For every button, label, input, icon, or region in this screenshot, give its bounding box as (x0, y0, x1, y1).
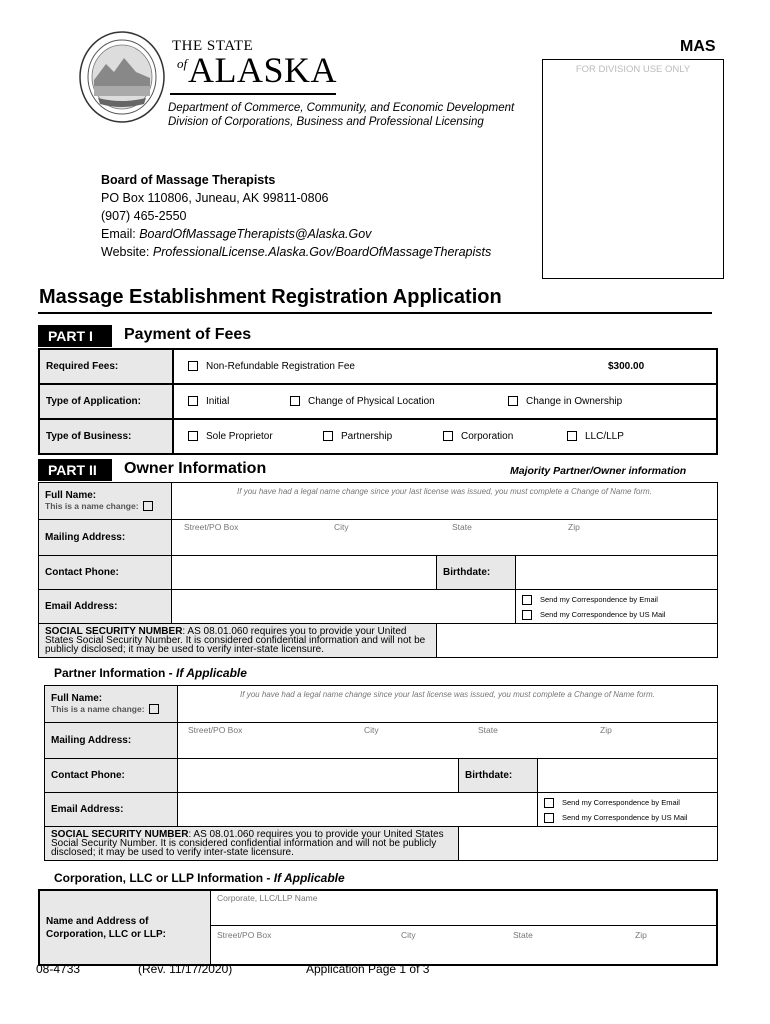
required-fees-row (173, 349, 717, 384)
app-initial-label: Initial (206, 396, 230, 407)
owner-corr-mail-checkbox[interactable] (522, 610, 532, 620)
partner-correspondence (538, 793, 718, 827)
title-rule (38, 312, 712, 314)
app-location-checkbox[interactable] (290, 396, 300, 406)
owner-phone-input[interactable] (172, 556, 437, 590)
partner-corr-email-checkbox[interactable] (544, 798, 554, 808)
biz-partnership-label: Partnership (341, 431, 393, 442)
owner-ssn-bold: SOCIAL SECURITY NUMBER (45, 626, 183, 637)
partner-email-label: Email Address: (45, 793, 178, 827)
corp-heading-text: Corporation, LLC or LLP Information - (54, 871, 274, 885)
required-fees-label: Required Fees: (39, 349, 173, 384)
corp-label-line-2: Corporation, LLC or LLP: (46, 928, 166, 940)
majority-owner-note: Majority Partner/Owner information (510, 465, 687, 477)
division-use-label: FOR DIVISION USE ONLY (575, 64, 691, 75)
owner-name-change-checkbox[interactable] (143, 501, 153, 511)
revision-date: (Rev. 11/17/2020) (138, 962, 233, 976)
partner-corr-email-label: Send my Correspondence by Email (562, 797, 680, 807)
fees-table (38, 348, 718, 455)
board-email-label: Email: (101, 227, 140, 241)
corp-label (39, 890, 211, 965)
board-website-link[interactable]: ProfessionalLicense.Alaska.Gov/BoardOfMassageTherapists (152, 245, 492, 259)
owner-state-label: State (452, 522, 472, 532)
owner-name-change-label: This is a name change: (45, 501, 139, 511)
partner-table (44, 685, 718, 861)
dept-line-2: Division of Corporations, Business and Professional Licensing (168, 116, 484, 128)
form-code: MAS (680, 38, 716, 55)
corp-zip-label: Zip (635, 930, 647, 940)
owner-email-label: Email Address: (39, 590, 172, 624)
corp-street-label: Street/PO Box (217, 930, 272, 940)
owner-name-hint: If you have had a legal name change since your last license was issued, you must complete a Change of Name form. (237, 487, 652, 496)
partner-birthdate-label: Birthdate: (459, 759, 538, 793)
board-contact (101, 171, 491, 261)
corp-name-input[interactable] (211, 890, 718, 926)
owner-zip-label: Zip (568, 522, 580, 532)
partner-name-hint: If you have had a legal name change since your last license was issued, you must complete a Change of Name form. (240, 690, 655, 699)
owner-birthdate-label: Birthdate: (437, 556, 516, 590)
corp-heading-em: If Applicable (273, 871, 345, 885)
partner-phone-input[interactable] (178, 759, 459, 793)
corp-heading (54, 871, 345, 885)
owner-corr-mail-label: Send my Correspondence by US Mail (540, 609, 666, 619)
state-of: of (177, 56, 188, 71)
owner-corr-email-label: Send my Correspondence by Email (540, 594, 658, 604)
logo-rule (170, 93, 336, 95)
partner-zip-label: Zip (600, 725, 612, 735)
partner-fullname-input[interactable] (178, 686, 718, 723)
part-1-badge: PART I (38, 325, 112, 347)
app-initial-checkbox[interactable] (188, 396, 198, 406)
biz-partnership-checkbox[interactable] (323, 431, 333, 441)
part-1-title: Payment of Fees (124, 326, 252, 343)
owner-ssn-text: : AS 08.01.060 requires you to provide your United States Social Security Number. It is considered confidential information and will not be publicly disclosed; it may be used to verify inter-state licensure. (45, 626, 426, 655)
board-email-link[interactable]: BoardOfMassageTherapists@Alaska.Gov (139, 227, 372, 241)
partner-ssn-notice (45, 827, 459, 861)
page-title: Massage Establishment Registration Application (39, 286, 502, 308)
part-2-title: Owner Information (124, 460, 267, 477)
department-text (168, 101, 514, 129)
partner-corr-mail-checkbox[interactable] (544, 813, 554, 823)
fee-amount: $300.00 (608, 361, 645, 372)
owner-birthdate-input[interactable] (516, 556, 718, 590)
partner-street-label: Street/PO Box (188, 725, 243, 735)
state-seal-icon (78, 30, 166, 125)
owner-phone-label: Contact Phone: (39, 556, 172, 590)
owner-mailing-label: Mailing Address: (39, 520, 172, 556)
app-ownership-checkbox[interactable] (508, 396, 518, 406)
form-number: 08-4733 (36, 962, 81, 976)
biz-type-label: Type of Business: (39, 419, 173, 454)
owner-fullname-input[interactable] (172, 483, 718, 520)
partner-ssn-bold: SOCIAL SECURITY NUMBER (51, 829, 189, 840)
division-use-box (542, 59, 724, 279)
owner-corr-email-checkbox[interactable] (522, 595, 532, 605)
biz-corp-checkbox[interactable] (443, 431, 453, 441)
partner-mailing-label: Mailing Address: (45, 723, 178, 759)
board-website-label: Website: (101, 245, 153, 259)
app-type-row (173, 384, 717, 419)
partner-ssn-input[interactable] (459, 827, 718, 861)
owner-ssn-notice (39, 624, 437, 658)
owner-city-label: City (334, 522, 349, 532)
partner-corr-mail-label: Send my Correspondence by US Mail (562, 812, 688, 822)
board-phone: (907) 465-2550 (101, 209, 187, 223)
partner-email-input[interactable] (178, 793, 538, 827)
state-name-logo: ALASKA (188, 50, 338, 90)
biz-llc-checkbox[interactable] (567, 431, 577, 441)
state-label: THE STATE (172, 38, 254, 54)
app-ownership-label: Change in Ownership (526, 396, 623, 407)
partner-fullname-text: Full Name: (51, 693, 103, 704)
owner-street-label: Street/PO Box (184, 522, 239, 532)
dept-line-1: Department of Commerce, Community, and Economic Development (168, 102, 515, 114)
biz-corp-label: Corporation (461, 431, 514, 442)
partner-phone-label: Contact Phone: (45, 759, 178, 793)
owner-email-input[interactable] (172, 590, 516, 624)
corp-label-line-1: Name and Address of (46, 915, 149, 927)
partner-name-change-checkbox[interactable] (149, 704, 159, 714)
partner-state-label: State (478, 725, 498, 735)
corp-table (38, 889, 718, 966)
owner-ssn-input[interactable] (437, 624, 718, 658)
board-name: Board of Massage Therapists (101, 173, 276, 187)
partner-birthdate-input[interactable] (538, 759, 718, 793)
partner-mailing-input[interactable] (178, 723, 718, 759)
fee-item: Non-Refundable Registration Fee (206, 361, 355, 372)
owner-fullname-text: Full Name: (45, 490, 97, 501)
partner-city-label: City (364, 725, 379, 735)
app-type-label: Type of Application: (39, 384, 173, 419)
fee-checkbox[interactable] (188, 361, 198, 371)
corp-city-label: City (401, 930, 416, 940)
biz-type-row (173, 419, 717, 454)
part-2-badge: PART II (38, 459, 112, 481)
app-location-label: Change of Physical Location (308, 396, 435, 407)
partner-heading-text: Partner Information - (54, 666, 177, 680)
corp-name-placeholder: Corporate, LLC/LLP Name (217, 893, 318, 903)
page-number: Application Page 1 of 3 (306, 962, 430, 976)
partner-heading (54, 666, 247, 680)
owner-correspondence (516, 590, 718, 624)
owner-table (38, 482, 718, 658)
partner-ssn-text: : AS 08.01.060 requires you to provide your United States Social Security Number. It is considered confidential information and will not be publicly disclosed; it may be used to verify inter-state licensure. (51, 829, 444, 858)
biz-llc-label: LLC/LLP (585, 431, 624, 442)
owner-fullname-label (39, 483, 172, 520)
partner-fullname-label (45, 686, 178, 723)
corp-state-label: State (513, 930, 533, 940)
owner-mailing-input[interactable] (172, 520, 718, 556)
biz-sole-label: Sole Proprietor (206, 431, 273, 442)
partner-heading-em: If Applicable (176, 666, 247, 680)
biz-sole-checkbox[interactable] (188, 431, 198, 441)
corp-address-input[interactable] (211, 926, 718, 966)
board-address: PO Box 110806, Juneau, AK 99811-0806 (101, 191, 329, 205)
partner-name-change-label: This is a name change: (51, 704, 145, 714)
